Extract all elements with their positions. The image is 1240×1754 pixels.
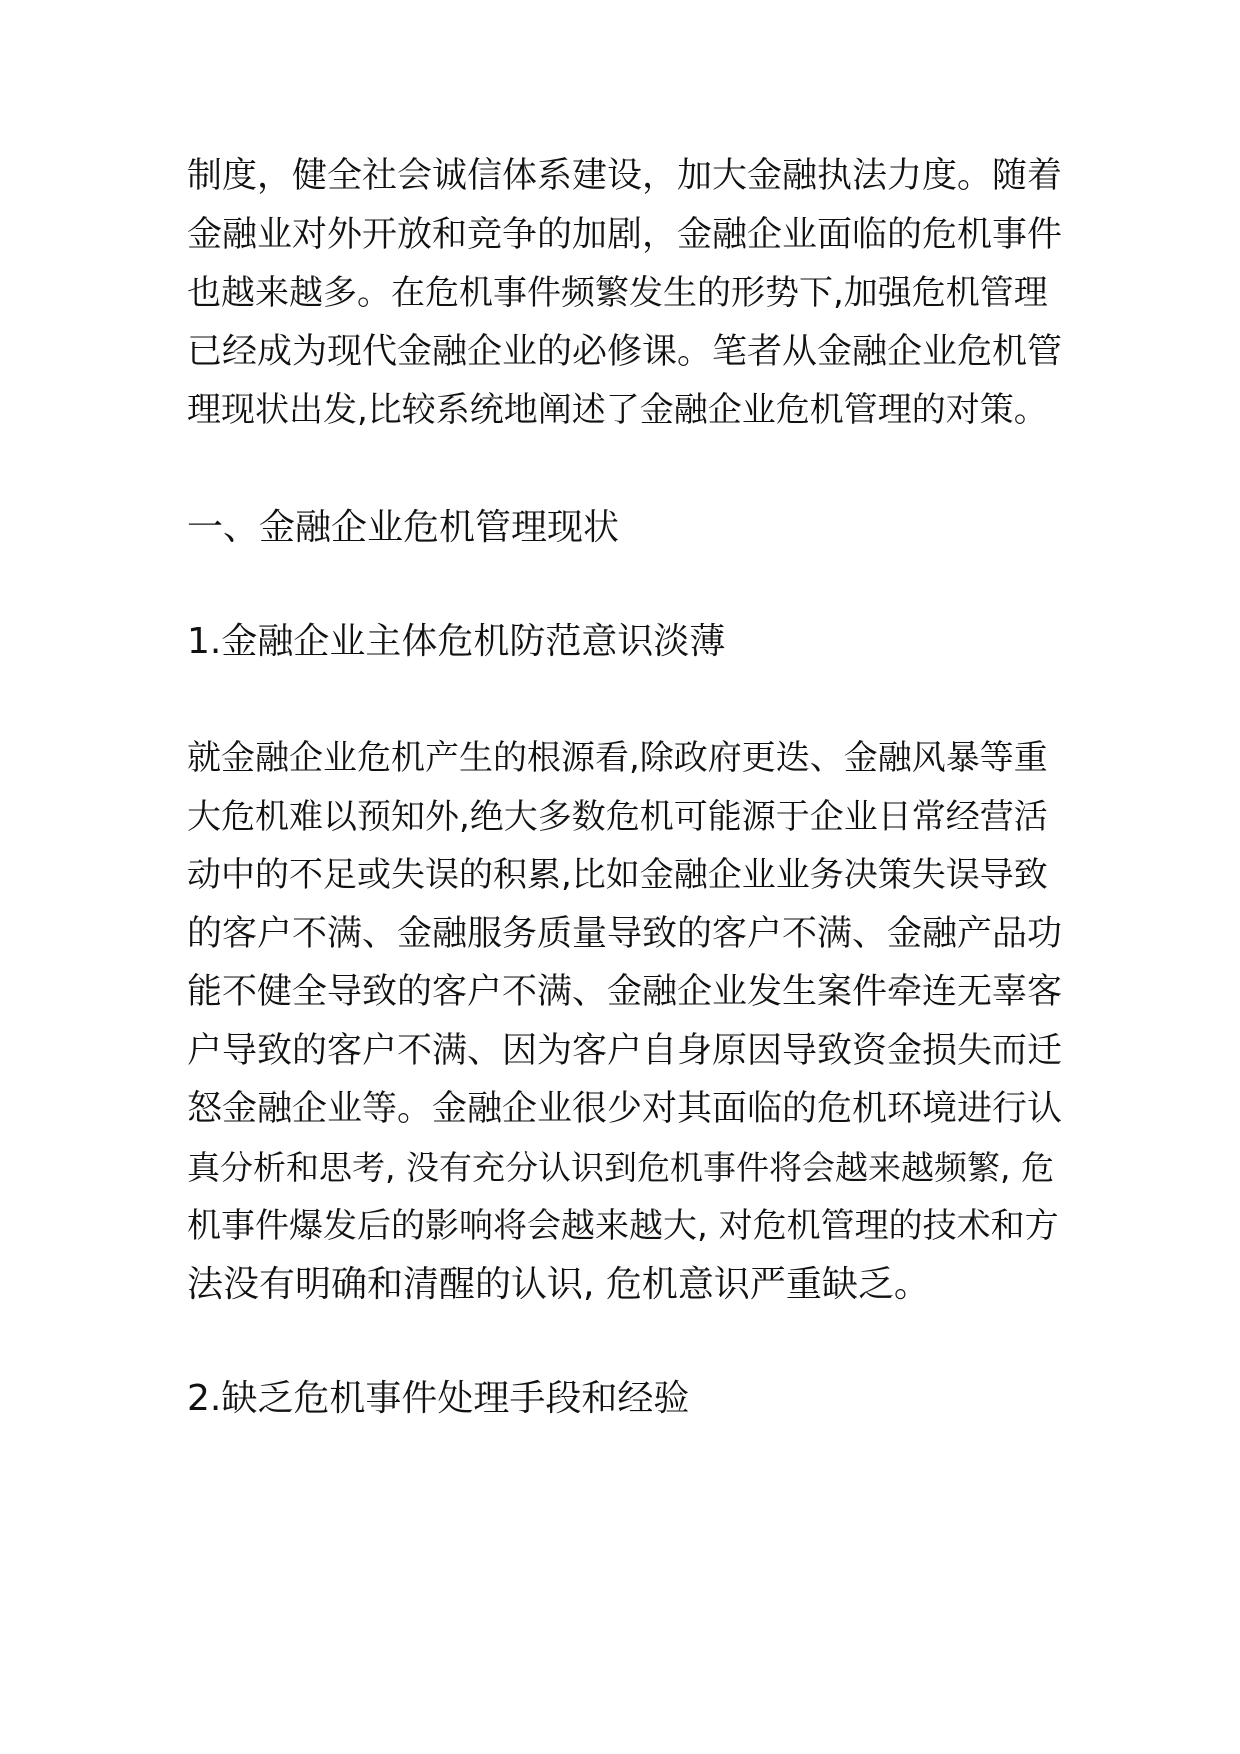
- paragraph-line: 大危机难以预知外,绝大多数危机可能源于企业日常经营活: [187, 797, 1048, 837]
- paragraph-line: 法没有明确和清醒的认识, 危机意识严重缺乏。: [187, 1264, 930, 1305]
- paragraph-line: 制度，健全社会诚信体系建设，加大金融执法力度。随着: [187, 156, 1063, 196]
- subsection-heading: 1.金融企业主体危机防范意识淡薄: [187, 621, 726, 662]
- paragraph-line: 能不健全导致的客户不满、金融企业发生案件牵连无辜客: [187, 972, 1063, 1012]
- paragraph-line: 金融业对外开放和竞争的加剧，金融企业面临的危机事件: [187, 215, 1063, 255]
- paragraph-line: 户导致的客户不满、因为客户自身原因导致资金损失而迁: [187, 1031, 1063, 1071]
- paragraph-line: 动中的不足或失误的积累,比如金融企业业务决策失误导致: [187, 855, 1048, 895]
- section-heading: 一、金融企业危机管理现状: [187, 507, 620, 548]
- paragraph-line: 的客户不满、金融服务质量导致的客户不满、金融产品功: [187, 914, 1063, 954]
- paragraph-line: 已经成为现代金融企业的必修课。笔者从金融企业危机管: [187, 332, 1063, 372]
- subsection-heading: 2.缺乏危机事件处理手段和经验: [187, 1378, 690, 1419]
- paragraph-line: 理现状出发,比较系统地阐述了金融企业危机管理的对策。: [187, 390, 1048, 430]
- paragraph-line: 也越来越多。在危机事件频繁发生的形势下,加强危机管理: [187, 273, 1048, 313]
- paragraph-line: 真分析和思考, 没有充分认识到危机事件将会越来越频繁, 危: [187, 1148, 1054, 1187]
- paragraph-line: 怒金融企业等。金融企业很少对其面临的危机环境进行认: [187, 1089, 1063, 1129]
- paragraph-line: 就金融企业危机产生的根源看,除政府更迭、金融风暴等重: [187, 738, 1048, 778]
- paragraph-line: 机事件爆发后的影响将会越来越大, 对危机管理的技术和方: [187, 1206, 1059, 1246]
